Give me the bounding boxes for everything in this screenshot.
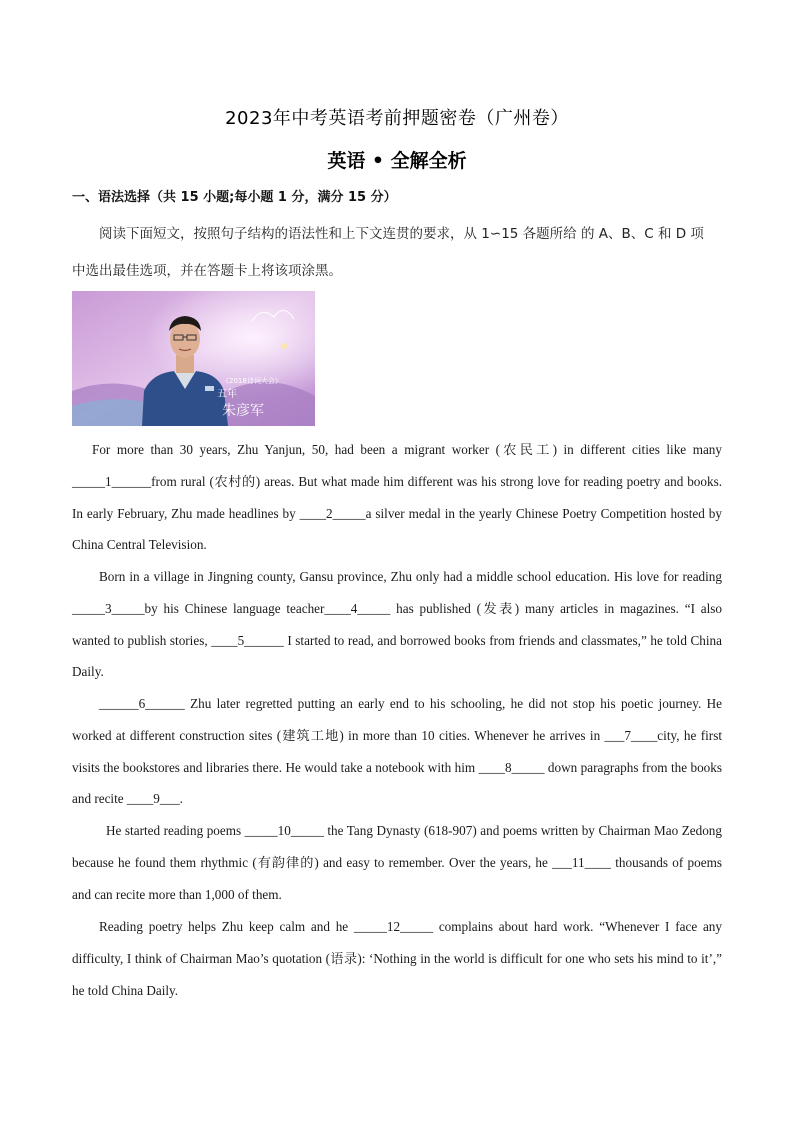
paragraph-1 — [72, 434, 722, 561]
section-heading: 一、语法选择（共 15 小题;每小题 1 分，满分 15 分） — [72, 190, 397, 205]
paragraph-4 — [72, 815, 722, 910]
paragraph-5 — [72, 911, 722, 1006]
paragraph-2 — [72, 561, 722, 688]
paragraph-4-text: He started reading poems _____10_____ the Tang Dynasty (618-907) and poems written by Chairman Mao Zedong because he found them rhythmic (有韵律的) and easy to remember. Over the years, he ___11____ thousands of poems and can recite more than 1,000 of them. — [72, 823, 722, 902]
instructions-text-1: 阅读下面短文，按照句子结构的语法性和上下文连贯的要求，从 1∽15 各题所给 的 A、B、C 和 D 项 — [99, 226, 704, 242]
paragraph-2-text: Born in a village in Jingning county, Gansu province, Zhu only had a middle school education. His love for reading _____3_____by his Chinese language teacher____4_____ has published (发表) many articles in magazines. “I also wanted to publish stories, ____5______ I started to read, and borrowed books from friends and classmates,” he told China Daily. — [72, 569, 722, 680]
paragraph-3-text: ______6______ Zhu later regretted putting an early end to his schooling, he did not stop his poetic journey. He worked at different construction sites (建筑工地) in more than 10 cities. Whenever he arrives in ___7____city, he first visits the bookstores and libraries there. He would take a notebook with him ____8_____ down paragraphs from the books and recite ____9___. — [72, 696, 722, 807]
instructions-line-1 — [72, 218, 722, 250]
paragraph-3 — [72, 688, 722, 815]
photo-caption-title: 五年 — [217, 389, 237, 400]
document-title: 2023年中考英语考前押题密卷（广州卷） — [225, 108, 569, 129]
paragraph-5-text: Reading poetry helps Zhu keep calm and he _____12_____ complains about hard work. “Whenever I face any difficulty, I think of Chairman Mao’s quotation (语录): ‘Nothing in the world is difficult for one who sets his mind to it’,” he told China Daily. — [72, 919, 722, 998]
photo-caption-small: 《2018诗词大会》 — [222, 377, 282, 385]
document-subtitle: 英语 • 全解全析 — [327, 150, 467, 172]
instructions-line-2: 中选出最佳选项，并在答题卡上将该项涂黑。 — [72, 263, 342, 279]
photo-illustration — [72, 291, 315, 426]
article-photo — [72, 291, 315, 426]
paragraph-1-text: For more than 30 years, Zhu Yanjun, 50, had been a migrant worker (农民工) in different cities like many _____1______from rural (农村的) areas. But what made him different was his strong love for reading poetry and books. In early February, Zhu made headlines by ____2_____a silver medal in the yearly Chinese Poetry Competition hosted by China Central Television. — [72, 442, 722, 553]
photo-caption-name: 朱彦军 — [222, 403, 264, 419]
